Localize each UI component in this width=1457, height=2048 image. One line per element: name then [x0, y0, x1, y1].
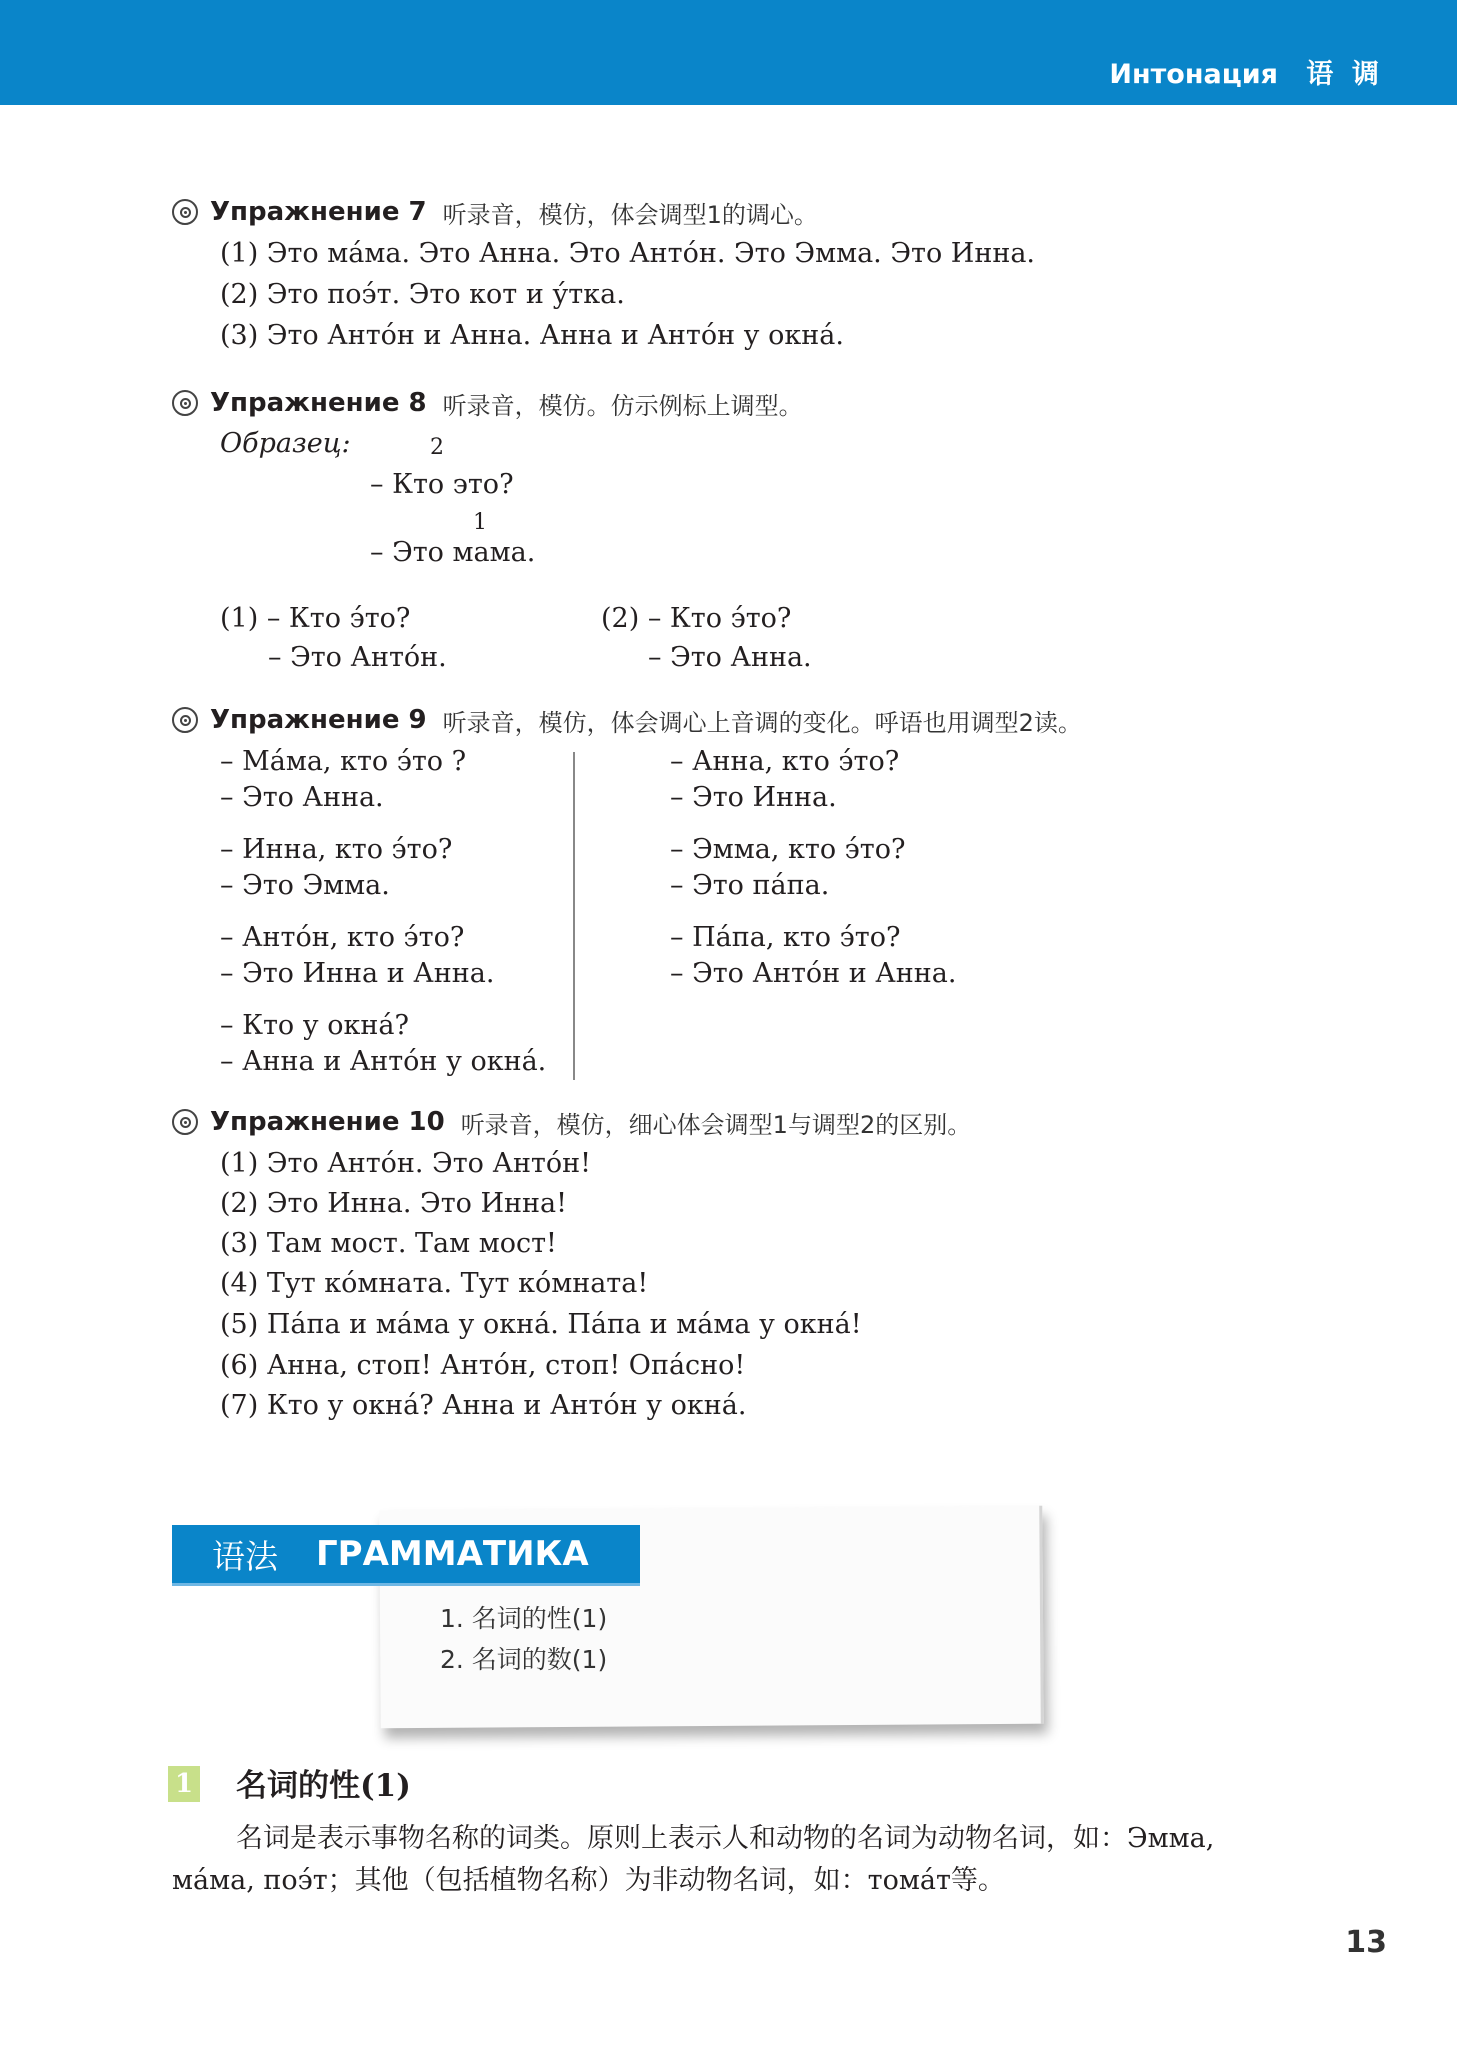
exercise-10-label: Упражнение 10 — [210, 1107, 445, 1137]
audio-cd-icon[interactable] — [172, 1109, 198, 1135]
dialogue-line: – Это Анто́н и Анна. — [670, 958, 957, 989]
section-paragraph: ма́ма, поэ́т；其他（包括植物名称）为非动物名词，如：тома́т等。 — [172, 1865, 1005, 1896]
intonation-mark: 2 — [430, 435, 444, 460]
grammar-title-zh: 语法 — [212, 1536, 278, 1576]
dialogue-line: – Эмма, кто э́то? — [670, 834, 906, 865]
exercise-10-instruction: 听录音，模仿，细心体会调型1与调型2的区别。 — [460, 1110, 972, 1139]
header-band — [0, 0, 1457, 105]
exercise-10-line: (5) Па́па и ма́ма у окна́. Па́па и ма́ма у окна́! — [220, 1309, 862, 1340]
page-number: 13 — [1345, 1925, 1387, 1960]
exercise-7-label: Упражнение 7 — [210, 197, 427, 227]
exercise-10-line: (7) Кто у окна́? Анна и Анто́н у окна́. — [220, 1390, 747, 1421]
dialogue-line: – Это Инна. — [670, 782, 837, 813]
dialogue-line: – Па́па, кто э́то? — [670, 922, 901, 953]
sample-answer: – Это мама. — [370, 537, 536, 568]
exercise-7-line: (1) Это ма́ма. Это Анна. Это Анто́н. Это Эмма. Это Инна. — [220, 238, 1035, 269]
exercise-7-instruction: 听录音，模仿，体会调型1的调心。 — [442, 200, 818, 229]
exercise-10-line: (3) Там мост. Там мост! — [220, 1228, 557, 1259]
exercise-10-header — [172, 1102, 971, 1142]
grammar-title-ru: ГРАММАТИКА — [316, 1534, 589, 1574]
exercise-8-header — [172, 383, 803, 423]
exercise-9-label: Упражнение 9 — [210, 705, 427, 735]
exercise-8-item: (1) – Кто э́то? — [220, 603, 411, 634]
exercise-8-item: – Это Анна. — [648, 642, 812, 673]
audio-cd-icon[interactable] — [172, 390, 198, 416]
section-paragraph: 名词是表示事物名称的词类。原则上表示人和动物的名词为动物名词，如：Эмма, — [236, 1823, 1215, 1854]
dialogue-line: – Инна, кто э́то? — [220, 834, 453, 865]
dialogue-line: – Это Инна и Анна. — [220, 958, 495, 989]
exercise-10-line: (6) Анна, стоп! Анто́н, стоп! Опа́сно! — [220, 1350, 746, 1381]
header-title: Интонация 语 调 — [1109, 59, 1379, 90]
grammar-topic-item: 1. 名词的性(1) — [440, 1604, 608, 1633]
exercise-9-header — [172, 700, 1082, 740]
exercise-10-line: (4) Тут ко́мната. Тут ко́мната! — [220, 1268, 649, 1299]
exercise-9-instruction: 听录音，模仿，体会调心上音调的变化。呼语也用调型2读。 — [442, 708, 1082, 737]
sample-label: Образец: — [220, 428, 351, 459]
exercise-8-item: (2) – Кто э́то? — [601, 603, 792, 634]
grammar-topic-item: 2. 名词的数(1) — [440, 1645, 608, 1674]
exercise-8-instruction: 听录音，模仿。仿示例标上调型。 — [442, 391, 803, 420]
exercise-10-line: (2) Это Инна. Это Инна! — [220, 1188, 567, 1219]
intonation-mark: 1 — [473, 510, 487, 535]
exercise-10-line: (1) Это Анто́н. Это Анто́н! — [220, 1148, 591, 1179]
dialogue-line: – Анна, кто э́то? — [670, 746, 900, 777]
dialogue-line: – Это па́па. — [670, 870, 830, 901]
dialogue-line: – Это Анна. — [220, 782, 384, 813]
exercise-8-item: – Это Анто́н. — [268, 642, 447, 673]
sample-question: – Кто это? — [370, 469, 514, 500]
exercise-7-line: (3) Это Анто́н и Анна. Анна и Анто́н у окна́. — [220, 320, 844, 351]
dialogue-line: – Анто́н, кто э́то? — [220, 922, 465, 953]
exercise-7-header — [172, 192, 818, 232]
section-title: 名词的性(1) — [236, 1768, 411, 1804]
exercise-7-line: (2) Это поэ́т. Это кот и у́тка. — [220, 279, 625, 310]
dialogue-line: – Это Эмма. — [220, 870, 390, 901]
grammar-banner — [172, 1525, 640, 1586]
audio-cd-icon[interactable] — [172, 707, 198, 733]
dialogue-line: – Кто у окна́? — [220, 1010, 409, 1041]
column-divider — [573, 752, 575, 1080]
dialogue-line: – Ма́ма, кто э́то ? — [220, 746, 467, 777]
dialogue-line: – Анна и Анто́н у окна́. — [220, 1046, 547, 1077]
section-number-badge: 1 — [168, 1766, 200, 1802]
exercise-8-label: Упражнение 8 — [210, 388, 427, 418]
audio-cd-icon[interactable] — [172, 199, 198, 225]
